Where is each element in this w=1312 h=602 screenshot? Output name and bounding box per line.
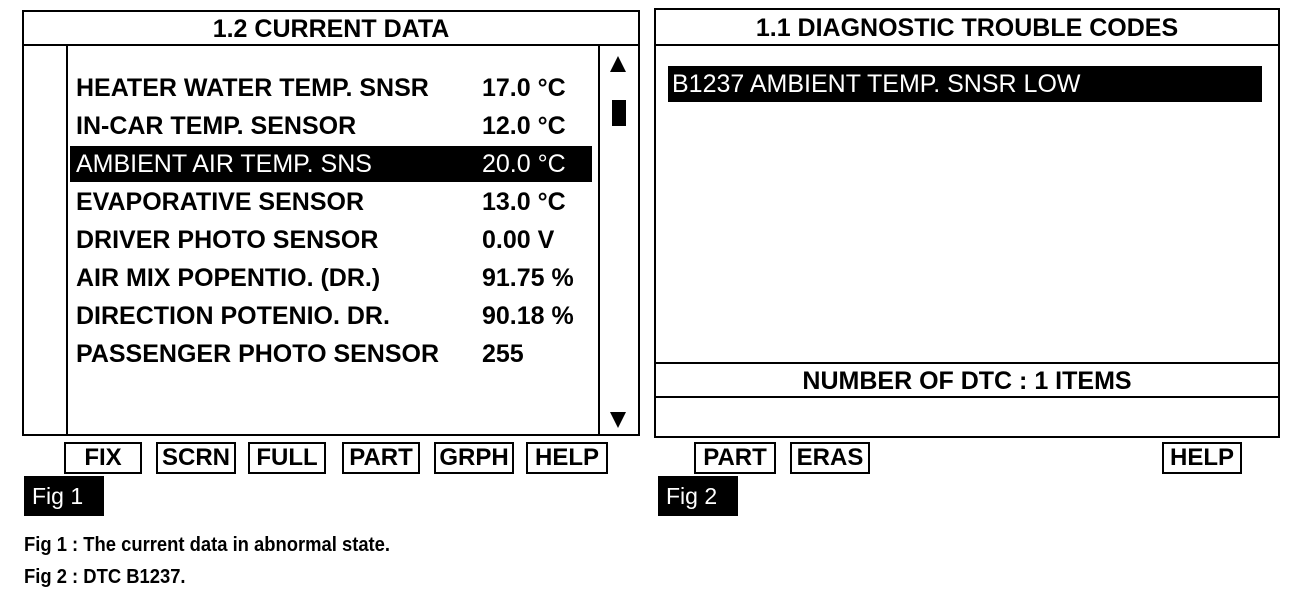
- figure-label: Fig 1: [24, 476, 104, 516]
- help-button[interactable]: HELP: [526, 442, 608, 474]
- row-value: 12.0 °C: [482, 112, 566, 140]
- row-label: EVAPORATIVE SENSOR: [76, 188, 365, 216]
- scrollbar-thumb[interactable]: [612, 100, 626, 126]
- row-label: IN-CAR TEMP. SENSOR: [76, 112, 357, 140]
- data-row-direction-potenio[interactable]: [70, 298, 592, 334]
- panel-title: 1.1 DIAGNOSTIC TROUBLE CODES: [656, 10, 1278, 46]
- row-label: AMBIENT AIR TEMP. SNS: [76, 150, 372, 178]
- data-row-passenger-photo[interactable]: [70, 336, 592, 372]
- dtc-row-selected[interactable]: B1237 AMBIENT TEMP. SNSR LOW: [668, 66, 1262, 102]
- row-label: DIRECTION POTENIO. DR.: [76, 302, 390, 330]
- row-value: 17.0 °C: [482, 74, 566, 102]
- panel-title: 1.2 CURRENT DATA: [24, 12, 638, 46]
- row-label: DRIVER PHOTO SENSOR: [76, 226, 379, 254]
- data-row-air-mix[interactable]: [70, 260, 592, 296]
- grph-button[interactable]: GRPH: [434, 442, 514, 474]
- scroll-up-icon[interactable]: [610, 56, 626, 72]
- scrollbar-divider: [598, 46, 600, 434]
- part-button[interactable]: PART: [342, 442, 420, 474]
- figure-label: Fig 2: [658, 476, 738, 516]
- row-value: 0.00 V: [482, 226, 555, 254]
- row-value: 20.0 °C: [482, 150, 566, 178]
- data-row-ambient-air-temp-selected[interactable]: [70, 146, 592, 182]
- data-row-heater-water-temp[interactable]: [70, 70, 592, 106]
- left-column-divider: [66, 46, 68, 434]
- row-value: 13.0 °C: [482, 188, 566, 216]
- data-row-evaporative[interactable]: [70, 184, 592, 220]
- row-label: PASSENGER PHOTO SENSOR: [76, 340, 440, 368]
- scroll-down-icon[interactable]: [610, 412, 626, 428]
- part-button[interactable]: PART: [694, 442, 776, 474]
- fix-button[interactable]: FIX: [64, 442, 142, 474]
- row-label: HEATER WATER TEMP. SNSR: [76, 74, 429, 102]
- row-label: AIR MIX POPENTIO. (DR.): [76, 264, 381, 292]
- dtc-panel: [654, 8, 1280, 438]
- row-value: 255: [482, 340, 524, 368]
- dtc-count-bar: NUMBER OF DTC : 1 ITEMS: [656, 362, 1278, 398]
- caption-fig1: Fig 1 : The current data in abnormal state.: [24, 534, 391, 556]
- caption-fig2: Fig 2 : DTC B1237.: [24, 566, 186, 588]
- data-row-driver-photo[interactable]: [70, 222, 592, 258]
- full-button[interactable]: FULL: [248, 442, 326, 474]
- row-value: 90.18 %: [482, 302, 574, 330]
- help-button[interactable]: HELP: [1162, 442, 1242, 474]
- current-data-panel: [22, 10, 640, 436]
- scrn-button[interactable]: SCRN: [156, 442, 236, 474]
- eras-button[interactable]: ERAS: [790, 442, 870, 474]
- data-row-in-car-temp[interactable]: [70, 108, 592, 144]
- row-value: 91.75 %: [482, 264, 574, 292]
